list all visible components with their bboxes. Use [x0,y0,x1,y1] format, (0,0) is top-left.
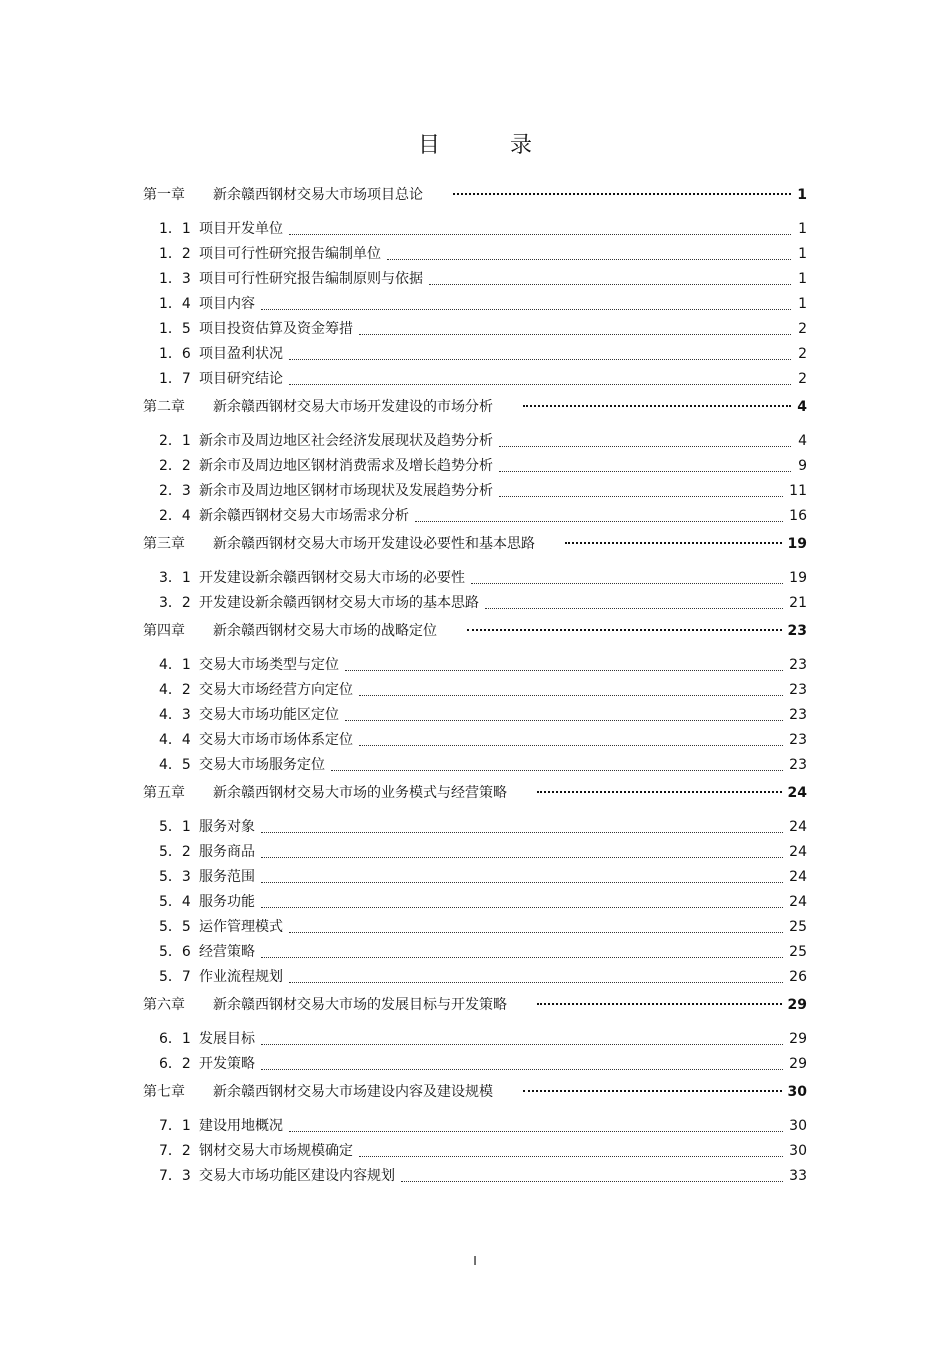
toc-section-entry[interactable] [143,313,807,338]
page-number: 23 [789,682,807,698]
entry-title: 服务范围 [199,869,255,885]
dot-leader [289,981,783,983]
dot-leader [261,1043,783,1045]
chapter-label: 第四章 [143,622,185,639]
page-number: 33 [789,1168,807,1184]
toc-section-entry[interactable] [143,749,807,774]
section-number: 1．5 [159,321,191,337]
dot-leader [537,1002,782,1005]
chapter-label: 第一章 [143,186,185,203]
dot-leader [261,831,783,833]
page-number: 2 [798,321,807,337]
section-number: 1．6 [159,346,191,362]
page-number: 24 [789,844,807,860]
entry-title: 项目盈利状况 [199,346,283,362]
entry-title: 交易大市场功能区定位 [199,707,339,723]
toc-section-entry[interactable] [143,263,807,288]
page-number: 25 [789,919,807,935]
section-number: 1．1 [159,221,191,237]
dot-leader [359,1155,783,1157]
page-number: 24 [789,869,807,885]
section-number: 4．5 [159,757,191,773]
entry-title: 服务对象 [199,819,255,835]
dot-leader [415,520,783,522]
entry-title: 新余赣西钢材交易大市场开发建设的市场分析 [213,398,493,415]
dot-leader [471,582,783,584]
page-number: 1 [798,246,807,262]
dot-leader [289,383,791,385]
dot-leader [261,1068,783,1070]
entry-title: 新余赣西钢材交易大市场的发展目标与开发策略 [213,996,507,1013]
toc-chapter-entry[interactable] [143,774,807,811]
entry-title: 新余市及周边地区钢材市场现状及发展趋势分析 [199,483,493,499]
entry-title: 经营策略 [199,944,255,960]
page-number: 19 [787,535,807,552]
dot-leader [485,607,783,609]
dot-leader [261,308,791,310]
toc-chapter-entry[interactable] [143,612,807,649]
entry-title: 项目研究结论 [199,371,283,387]
dot-leader [499,470,791,472]
dot-leader [537,790,782,793]
section-number: 5．4 [159,894,191,910]
toc-section-entry[interactable] [143,587,807,612]
toc-section-entry[interactable] [143,363,807,388]
dot-leader [289,1130,783,1132]
section-number: 5．5 [159,919,191,935]
toc-chapter-entry[interactable] [143,176,807,213]
section-number: 1．2 [159,246,191,262]
toc-section-entry[interactable] [143,500,807,525]
toc-chapter-entry[interactable] [143,388,807,425]
toc-section-entry[interactable] [143,649,807,674]
dot-leader [387,258,791,260]
page-number: 4 [797,398,807,415]
page-number: 23 [789,757,807,773]
page-number: 9 [798,458,807,474]
page-number: 1 [798,296,807,312]
toc-section-entry[interactable] [143,1110,807,1135]
toc-chapter-entry[interactable] [143,1073,807,1110]
page-number: 11 [789,483,807,499]
toc-title [0,128,950,159]
entry-title: 项目开发单位 [199,221,283,237]
entry-title: 新余市及周边地区钢材消费需求及增长趋势分析 [199,458,493,474]
entry-title: 建设用地概况 [199,1118,283,1134]
page-number: 23 [789,707,807,723]
dot-leader [261,906,783,908]
dot-leader [289,358,791,360]
toc-chapter-entry[interactable] [143,525,807,562]
entry-title: 交易大市场市场体系定位 [199,732,353,748]
toc-title-char-2: 录 [510,133,533,158]
entry-title: 项目可行性研究报告编制原则与依据 [199,271,423,287]
entry-title: 交易大市场经营方向定位 [199,682,353,698]
dot-leader [261,881,783,883]
toc-section-entry[interactable] [143,811,807,836]
toc-section-entry[interactable] [143,861,807,886]
section-number: 1．7 [159,371,191,387]
toc-section-entry[interactable] [143,1135,807,1160]
section-number: 1．3 [159,271,191,287]
entry-title: 项目可行性研究报告编制单位 [199,246,381,262]
chapter-label: 第二章 [143,398,185,415]
dot-leader [467,628,782,631]
toc-section-entry[interactable] [143,1048,807,1073]
dot-leader [289,233,791,235]
dot-leader [401,1180,783,1182]
dot-leader [359,333,791,335]
section-number: 2．1 [159,433,191,449]
toc-section-entry[interactable] [143,836,807,861]
section-number: 3．1 [159,570,191,586]
entry-title: 新余赣西钢材交易大市场建设内容及建设规模 [213,1083,493,1100]
page-number: 23 [787,622,807,639]
page-number-footer: I [473,1254,477,1268]
toc-section-entry[interactable] [143,1023,807,1048]
entry-title: 新余市及周边地区社会经济发展现状及趋势分析 [199,433,493,449]
toc-chapter-entry[interactable] [143,986,807,1023]
entry-title: 新余赣西钢材交易大市场项目总论 [213,186,423,203]
toc-section-entry[interactable] [143,213,807,238]
toc-section-entry[interactable] [143,450,807,475]
toc-section-entry[interactable] [143,674,807,699]
section-number: 7．1 [159,1118,191,1134]
page-number: 30 [789,1118,807,1134]
section-number: 4．3 [159,707,191,723]
page-number: 23 [789,732,807,748]
toc-title-char-1: 目 [417,133,440,158]
dot-leader [523,404,791,407]
section-number: 4．4 [159,732,191,748]
entry-title: 钢材交易大市场规模确定 [199,1143,353,1159]
dot-leader [523,1089,782,1092]
section-number: 7．3 [159,1168,191,1184]
page-number: 30 [787,1083,807,1100]
section-number: 5．2 [159,844,191,860]
entry-title: 项目投资估算及资金筹措 [199,321,353,337]
page-number: 1 [798,271,807,287]
toc-section-entry[interactable] [143,699,807,724]
table-of-contents [143,176,807,1185]
dot-leader [289,931,783,933]
page-number: 16 [789,508,807,524]
section-number: 5．3 [159,869,191,885]
toc-section-entry[interactable] [143,288,807,313]
chapter-label: 第三章 [143,535,185,552]
toc-section-entry[interactable] [143,562,807,587]
entry-title: 作业流程规划 [199,969,283,985]
section-number: 5．1 [159,819,191,835]
section-number: 2．3 [159,483,191,499]
section-number: 5．6 [159,944,191,960]
entry-title: 开发建设新余赣西钢材交易大市场的基本思路 [199,595,479,611]
dot-leader [261,956,783,958]
entry-title: 交易大市场功能区建设内容规划 [199,1168,395,1184]
page-number: 29 [787,996,807,1013]
dot-leader [453,192,791,195]
chapter-label: 第五章 [143,784,185,801]
page-number: 29 [789,1031,807,1047]
entry-title: 项目内容 [199,296,255,312]
section-number: 5．7 [159,969,191,985]
entry-title: 开发建设新余赣西钢材交易大市场的必要性 [199,570,465,586]
entry-title: 交易大市场服务定位 [199,757,325,773]
page-number: 2 [798,346,807,362]
dot-leader [261,856,783,858]
section-number: 3．2 [159,595,191,611]
section-number: 6．1 [159,1031,191,1047]
section-number: 4．1 [159,657,191,673]
page-number: 29 [789,1056,807,1072]
dot-leader [499,445,791,447]
toc-section-entry[interactable] [143,238,807,263]
toc-section-entry[interactable] [143,338,807,363]
toc-section-entry[interactable] [143,425,807,450]
dot-leader [429,283,791,285]
section-number: 6．2 [159,1056,191,1072]
dot-leader [345,669,783,671]
page-number: 23 [789,657,807,673]
entry-title: 新余赣西钢材交易大市场需求分析 [199,508,409,524]
page-number: 30 [789,1143,807,1159]
dot-leader [359,694,783,696]
dot-leader [331,769,783,771]
section-number: 7．2 [159,1143,191,1159]
page-number: 21 [789,595,807,611]
dot-leader [359,744,783,746]
chapter-label: 第六章 [143,996,185,1013]
toc-section-entry[interactable] [143,724,807,749]
entry-title: 新余赣西钢材交易大市场的业务模式与经营策略 [213,784,507,801]
page-number: 1 [798,221,807,237]
entry-title: 交易大市场类型与定位 [199,657,339,673]
page-number: 1 [797,186,807,203]
section-number: 2．2 [159,458,191,474]
toc-section-entry[interactable] [143,936,807,961]
page-number: 26 [789,969,807,985]
toc-section-entry[interactable] [143,911,807,936]
toc-section-entry[interactable] [143,1160,807,1185]
entry-title: 开发策略 [199,1056,255,1072]
entry-title: 运作管理模式 [199,919,283,935]
page-number: 2 [798,371,807,387]
dot-leader [499,495,783,497]
section-number: 4．2 [159,682,191,698]
toc-section-entry[interactable] [143,475,807,500]
entry-title: 服务商品 [199,844,255,860]
page-number: 19 [789,570,807,586]
entry-title: 发展目标 [199,1031,255,1047]
toc-section-entry[interactable] [143,961,807,986]
entry-title: 新余赣西钢材交易大市场的战略定位 [213,622,437,639]
page-number: 24 [789,894,807,910]
dot-leader [345,719,783,721]
entry-title: 服务功能 [199,894,255,910]
dot-leader [565,541,782,544]
page-number: 24 [787,784,807,801]
entry-title: 新余赣西钢材交易大市场开发建设必要性和基本思路 [213,535,535,552]
page-number: 4 [798,433,807,449]
toc-section-entry[interactable] [143,886,807,911]
section-number: 2．4 [159,508,191,524]
section-number: 1．4 [159,296,191,312]
chapter-label: 第七章 [143,1083,185,1100]
page-number: 25 [789,944,807,960]
page-number: 24 [789,819,807,835]
